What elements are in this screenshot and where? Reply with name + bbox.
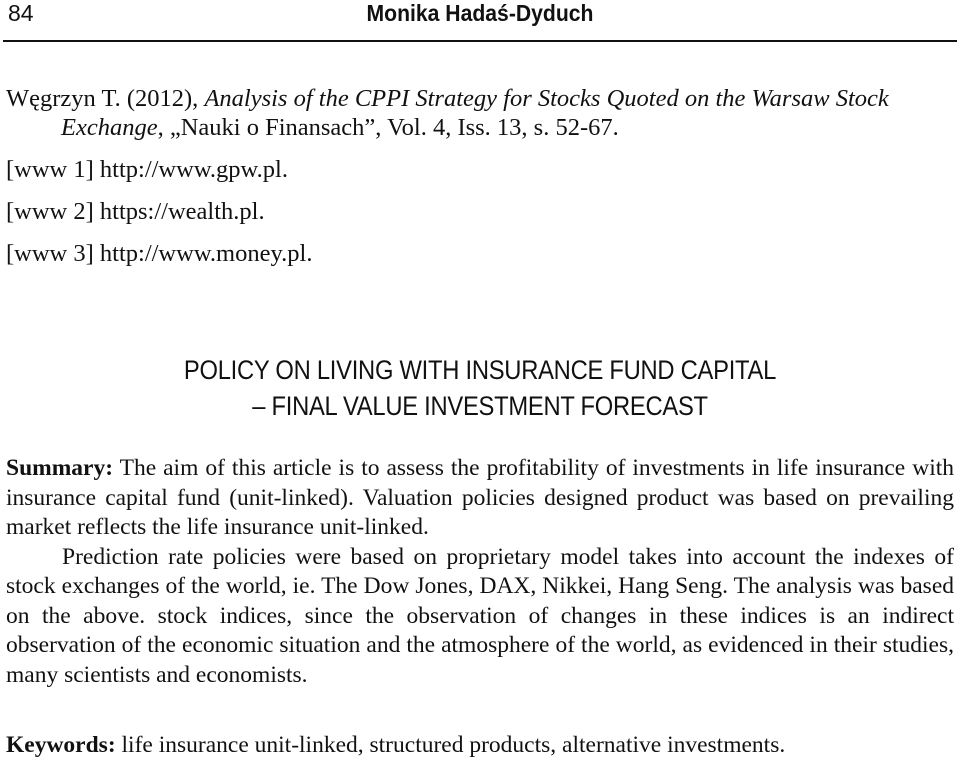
article-title	[0, 352, 960, 424]
summary-text-1: The aim of this article is to assess the profitability of investments in life insurance with insurance capital fund (unit-linked). Valuation policies designed product was based on prevailing market reflects the life insurance unit-linked.	[6, 455, 954, 540]
summary-paragraph-1	[6, 454, 954, 543]
article-title-line-2: – FINAL VALUE INVESTMENT FORECAST	[252, 391, 708, 421]
header-rule	[3, 40, 957, 42]
page-header	[0, 0, 960, 44]
summary-section	[6, 454, 954, 690]
reference-www2: [www 2] https://wealth.pl.	[6, 198, 265, 225]
summary-label: Summary:	[6, 455, 114, 481]
reference-author-year: Węgrzyn T. (2012),	[6, 85, 205, 112]
reference-www3: [www 3] http://www.money.pl.	[6, 240, 313, 267]
article-title-line-1: POLICY ON LIVING WITH INSURANCE FUND CAPITAL	[183, 355, 777, 385]
reference-title: Analysis of the CPPI Strategy for Stocks Quoted on the Warsaw Stock Exchange	[61, 85, 889, 141]
keywords-label: Keywords:	[6, 732, 116, 758]
running-head-author: Monika Hadaś-Dyduch	[366, 0, 594, 26]
keywords-text: life insurance unit-linked, structured products, alternative investments.	[115, 732, 786, 758]
keywords-section	[6, 731, 954, 760]
reference-wegrzyn	[6, 84, 946, 142]
reference-source: , „Nauki o Finansach”, Vol. 4, Iss. 13, s. 52-67.	[157, 114, 619, 141]
reference-list	[6, 84, 946, 281]
summary-paragraph-2: Prediction rate policies were based on proprietary model takes into account the indexes of stock exchanges of the world, ie. The Dow Jones, DAX, Nikkei, Hang Seng. The analysis was based on the above. stock indices, since the observation of changes in these indices is an indirect observation of the economic situation and the atmosphere of the world, as evidenced in their studies, many scientists and economists.	[6, 543, 954, 688]
reference-www1: [www 1] http://www.gpw.pl.	[6, 156, 288, 183]
page-number: 84	[8, 0, 34, 26]
